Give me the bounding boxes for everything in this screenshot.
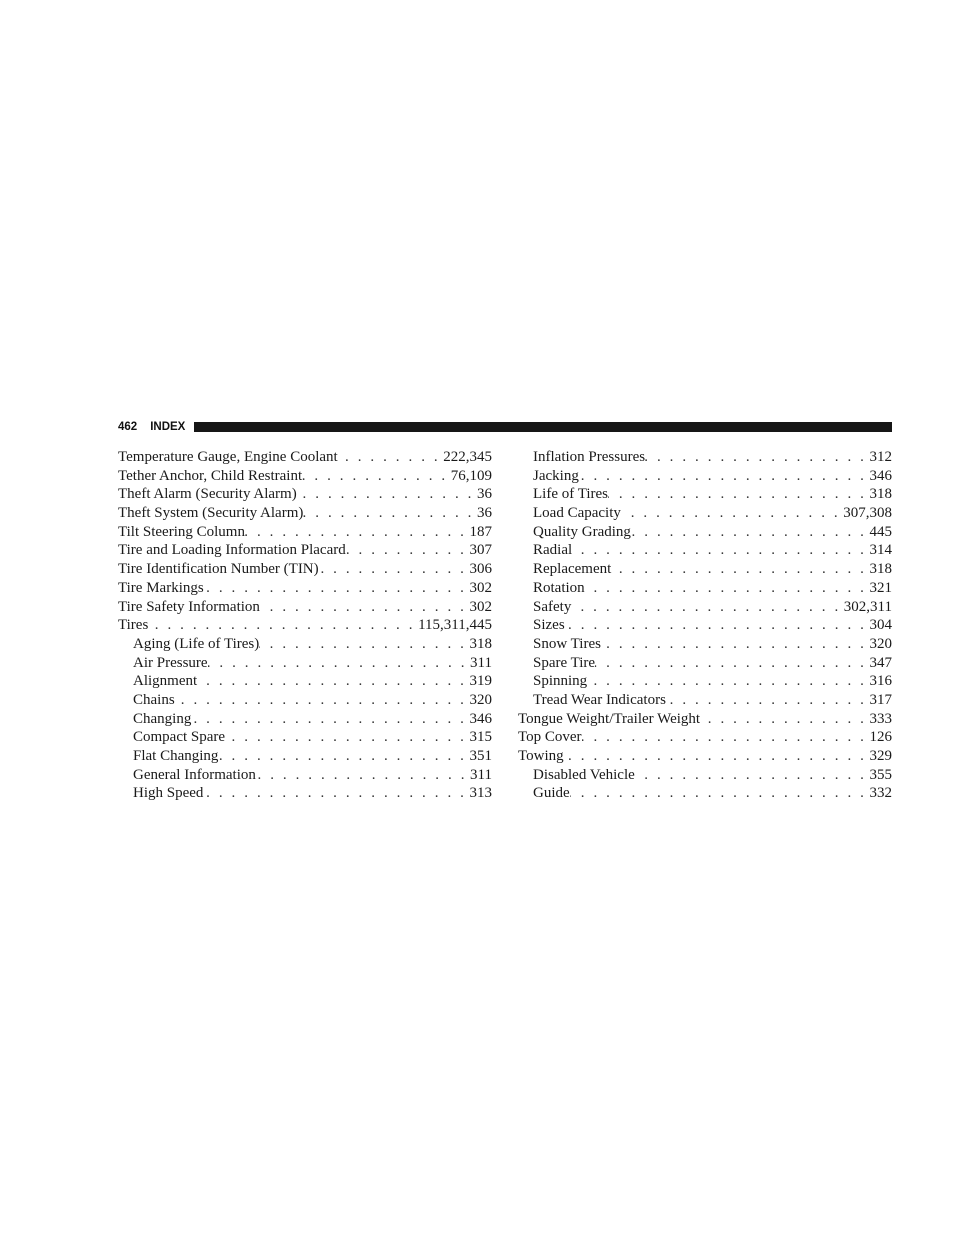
entry-term: Top Cover xyxy=(518,729,582,746)
entry-term: Safety xyxy=(533,598,572,615)
index-subentry xyxy=(118,691,492,710)
entry-page-numbers: 318 xyxy=(469,635,492,652)
index-subentry xyxy=(118,766,492,785)
entry-page-numbers: 332 xyxy=(869,785,892,802)
dot-leader xyxy=(259,635,466,654)
index-subentry xyxy=(118,747,492,766)
entry-term: General Information xyxy=(133,766,256,783)
entry-page-numbers: 306 xyxy=(469,561,492,578)
entry-term: Changing xyxy=(133,710,192,727)
entry-page-numbers: 316 xyxy=(869,673,892,690)
entry-term: Life of Tires xyxy=(533,486,608,503)
dot-leader xyxy=(225,728,466,747)
entry-term: Tread Wear Indicators xyxy=(533,691,666,708)
entry-term: Sizes xyxy=(533,617,565,634)
entry-term: Guide xyxy=(533,785,570,802)
index-subentry xyxy=(518,485,892,504)
entry-term: Air Pressure xyxy=(133,654,208,671)
entry-term: Temperature Gauge, Engine Coolant xyxy=(118,449,338,465)
index-entry xyxy=(518,728,892,747)
entry-term: Tire Markings xyxy=(118,579,204,596)
dot-leader xyxy=(297,485,474,504)
entry-page-numbers: 311 xyxy=(470,766,492,783)
dot-leader xyxy=(565,616,867,635)
entry-page-numbers: 36 xyxy=(477,505,492,522)
entry-term: Tire and Loading Information Placard xyxy=(118,542,346,559)
dot-leader xyxy=(635,766,867,785)
dot-leader xyxy=(260,598,467,617)
index-subentry xyxy=(118,635,492,654)
entry-term: Flat Changing xyxy=(133,748,219,764)
dot-leader xyxy=(191,710,466,729)
entry-term: Rotation xyxy=(533,579,585,596)
entry-term: Alignment xyxy=(133,673,198,690)
dot-leader xyxy=(587,672,866,691)
entry-term: Theft Alarm (Security Alarm) xyxy=(118,486,297,503)
dot-leader xyxy=(564,747,867,766)
entry-page-numbers: 302 xyxy=(469,579,492,596)
entry-page-numbers: 347 xyxy=(869,654,892,671)
index-subentry xyxy=(518,672,892,691)
entry-term: Tilt Steering Column xyxy=(118,523,245,540)
entry-page-numbers: 76,109 xyxy=(450,467,492,484)
entry-term: Spinning xyxy=(533,673,588,690)
entry-page-numbers: 313 xyxy=(469,785,492,802)
entry-page-numbers: 317 xyxy=(869,691,892,708)
index-subentry xyxy=(518,766,892,785)
index-entry xyxy=(118,485,492,504)
dot-leader xyxy=(203,784,466,803)
dot-leader xyxy=(218,747,466,766)
dot-leader xyxy=(585,579,867,598)
entry-term: Theft System (Security Alarm) xyxy=(118,505,304,522)
entry-page-numbers: 318 xyxy=(869,561,892,578)
entry-term: Tire Safety Information xyxy=(118,598,260,615)
dot-leader xyxy=(303,504,474,523)
index-subentry xyxy=(118,672,492,691)
index-entry xyxy=(118,448,492,467)
dot-leader xyxy=(582,728,867,747)
index-entry xyxy=(118,579,492,598)
dot-leader xyxy=(611,560,866,579)
entry-page-numbers: 311 xyxy=(470,654,492,671)
dot-leader xyxy=(666,691,867,710)
index-entry xyxy=(118,523,492,542)
entry-term: High Speed xyxy=(133,785,204,802)
entry-page-numbers: 333 xyxy=(869,710,892,727)
index-column-right xyxy=(518,448,892,803)
entry-page-numbers: 36 xyxy=(477,486,492,503)
dot-leader xyxy=(608,485,867,504)
index-subentry xyxy=(518,784,892,803)
dot-leader xyxy=(621,504,840,523)
index-entry xyxy=(118,504,492,523)
dot-leader xyxy=(579,467,867,486)
entry-page-numbers: 346 xyxy=(469,710,492,727)
entry-page-numbers: 312 xyxy=(869,449,892,465)
dot-leader xyxy=(572,541,866,560)
index-entry xyxy=(518,710,892,729)
entry-page-numbers: 355 xyxy=(869,766,892,783)
entry-term: Tire Identification Number (TIN) xyxy=(118,561,319,578)
entry-term: Inflation Pressures xyxy=(533,449,646,465)
entry-page-numbers: 321 xyxy=(869,579,892,596)
index-subentry xyxy=(518,616,892,635)
entry-term: Spare Tire xyxy=(533,654,596,671)
section-title: INDEX xyxy=(150,421,186,433)
entry-page-numbers: 320 xyxy=(869,635,892,652)
entry-term: Aging (Life of Tires) xyxy=(133,635,260,652)
index-subentry xyxy=(518,504,892,523)
dot-leader xyxy=(570,784,867,803)
page-number: 462 xyxy=(118,421,138,433)
index-entry xyxy=(118,616,492,635)
entry-page-numbers: 346 xyxy=(869,467,892,484)
entry-page-numbers: 319 xyxy=(469,673,492,690)
index-subentry xyxy=(518,579,892,598)
index-subentry xyxy=(518,541,892,560)
entry-term: Radial xyxy=(533,542,573,559)
entry-term: Jacking xyxy=(533,467,579,484)
entry-page-numbers: 351 xyxy=(469,748,492,764)
dot-leader xyxy=(245,523,467,542)
dot-leader xyxy=(204,579,467,598)
index-subentry xyxy=(118,728,492,747)
entry-term: Tires xyxy=(118,617,149,634)
index-column-left xyxy=(118,448,492,803)
dot-leader xyxy=(148,616,415,635)
index-subentry xyxy=(118,784,492,803)
header-rule xyxy=(194,422,892,432)
entry-page-numbers: 222,345 xyxy=(443,449,492,465)
entry-term: Quality Grading xyxy=(533,523,631,540)
index-subentry xyxy=(118,710,492,729)
index-subentry xyxy=(518,635,892,654)
index-entry xyxy=(118,467,492,486)
dot-leader xyxy=(208,654,467,673)
entry-term: Load Capacity xyxy=(533,505,621,522)
index-subentry xyxy=(518,691,892,710)
dot-leader xyxy=(256,766,467,785)
entry-page-numbers: 302,311 xyxy=(843,598,892,615)
dot-leader xyxy=(631,523,867,542)
dot-leader xyxy=(338,448,441,467)
entry-page-numbers: 126 xyxy=(869,729,892,746)
entry-page-numbers: 318 xyxy=(869,486,892,503)
entry-page-numbers: 445 xyxy=(869,523,892,540)
index-subentry xyxy=(518,598,892,617)
entry-page-numbers: 304 xyxy=(869,617,892,634)
entry-term: Towing xyxy=(518,748,564,764)
index-subentry xyxy=(518,560,892,579)
entry-page-numbers: 307 xyxy=(469,542,492,559)
index-subentry xyxy=(518,654,892,673)
index-entry xyxy=(118,541,492,560)
dot-leader xyxy=(302,467,448,486)
index-subentry xyxy=(118,654,492,673)
index-subentry xyxy=(518,467,892,486)
index-entry xyxy=(118,560,492,579)
entry-page-numbers: 320 xyxy=(469,691,492,708)
entry-page-numbers: 115,311,445 xyxy=(418,617,492,634)
dot-leader xyxy=(601,635,867,654)
dot-leader xyxy=(700,710,866,729)
entry-page-numbers: 329 xyxy=(869,748,892,764)
entry-term: Tether Anchor, Child Restraint xyxy=(118,467,303,484)
dot-leader xyxy=(175,691,467,710)
entry-page-numbers: 302 xyxy=(469,598,492,615)
entry-page-numbers: 315 xyxy=(469,729,492,746)
page-header xyxy=(118,420,892,434)
dot-leader xyxy=(571,598,840,617)
entry-page-numbers: 314 xyxy=(869,542,892,559)
dot-leader xyxy=(319,560,467,579)
entry-term: Snow Tires xyxy=(533,635,601,652)
index-entry xyxy=(118,598,492,617)
entry-term: Compact Spare xyxy=(133,729,226,746)
index-entry xyxy=(518,747,892,766)
dot-leader xyxy=(645,448,866,467)
index-subentry xyxy=(518,448,892,467)
dot-leader xyxy=(595,654,866,673)
entry-page-numbers: 187 xyxy=(469,523,492,540)
entry-term: Tongue Weight/Trailer Weight xyxy=(518,710,701,727)
entry-term: Disabled Vehicle xyxy=(533,766,635,783)
entry-term: Replacement xyxy=(533,561,612,578)
dot-leader xyxy=(197,672,466,691)
index-subentry xyxy=(518,523,892,542)
dot-leader xyxy=(346,541,467,560)
entry-term: Chains xyxy=(133,691,175,708)
entry-page-numbers: 307,308 xyxy=(843,505,892,522)
